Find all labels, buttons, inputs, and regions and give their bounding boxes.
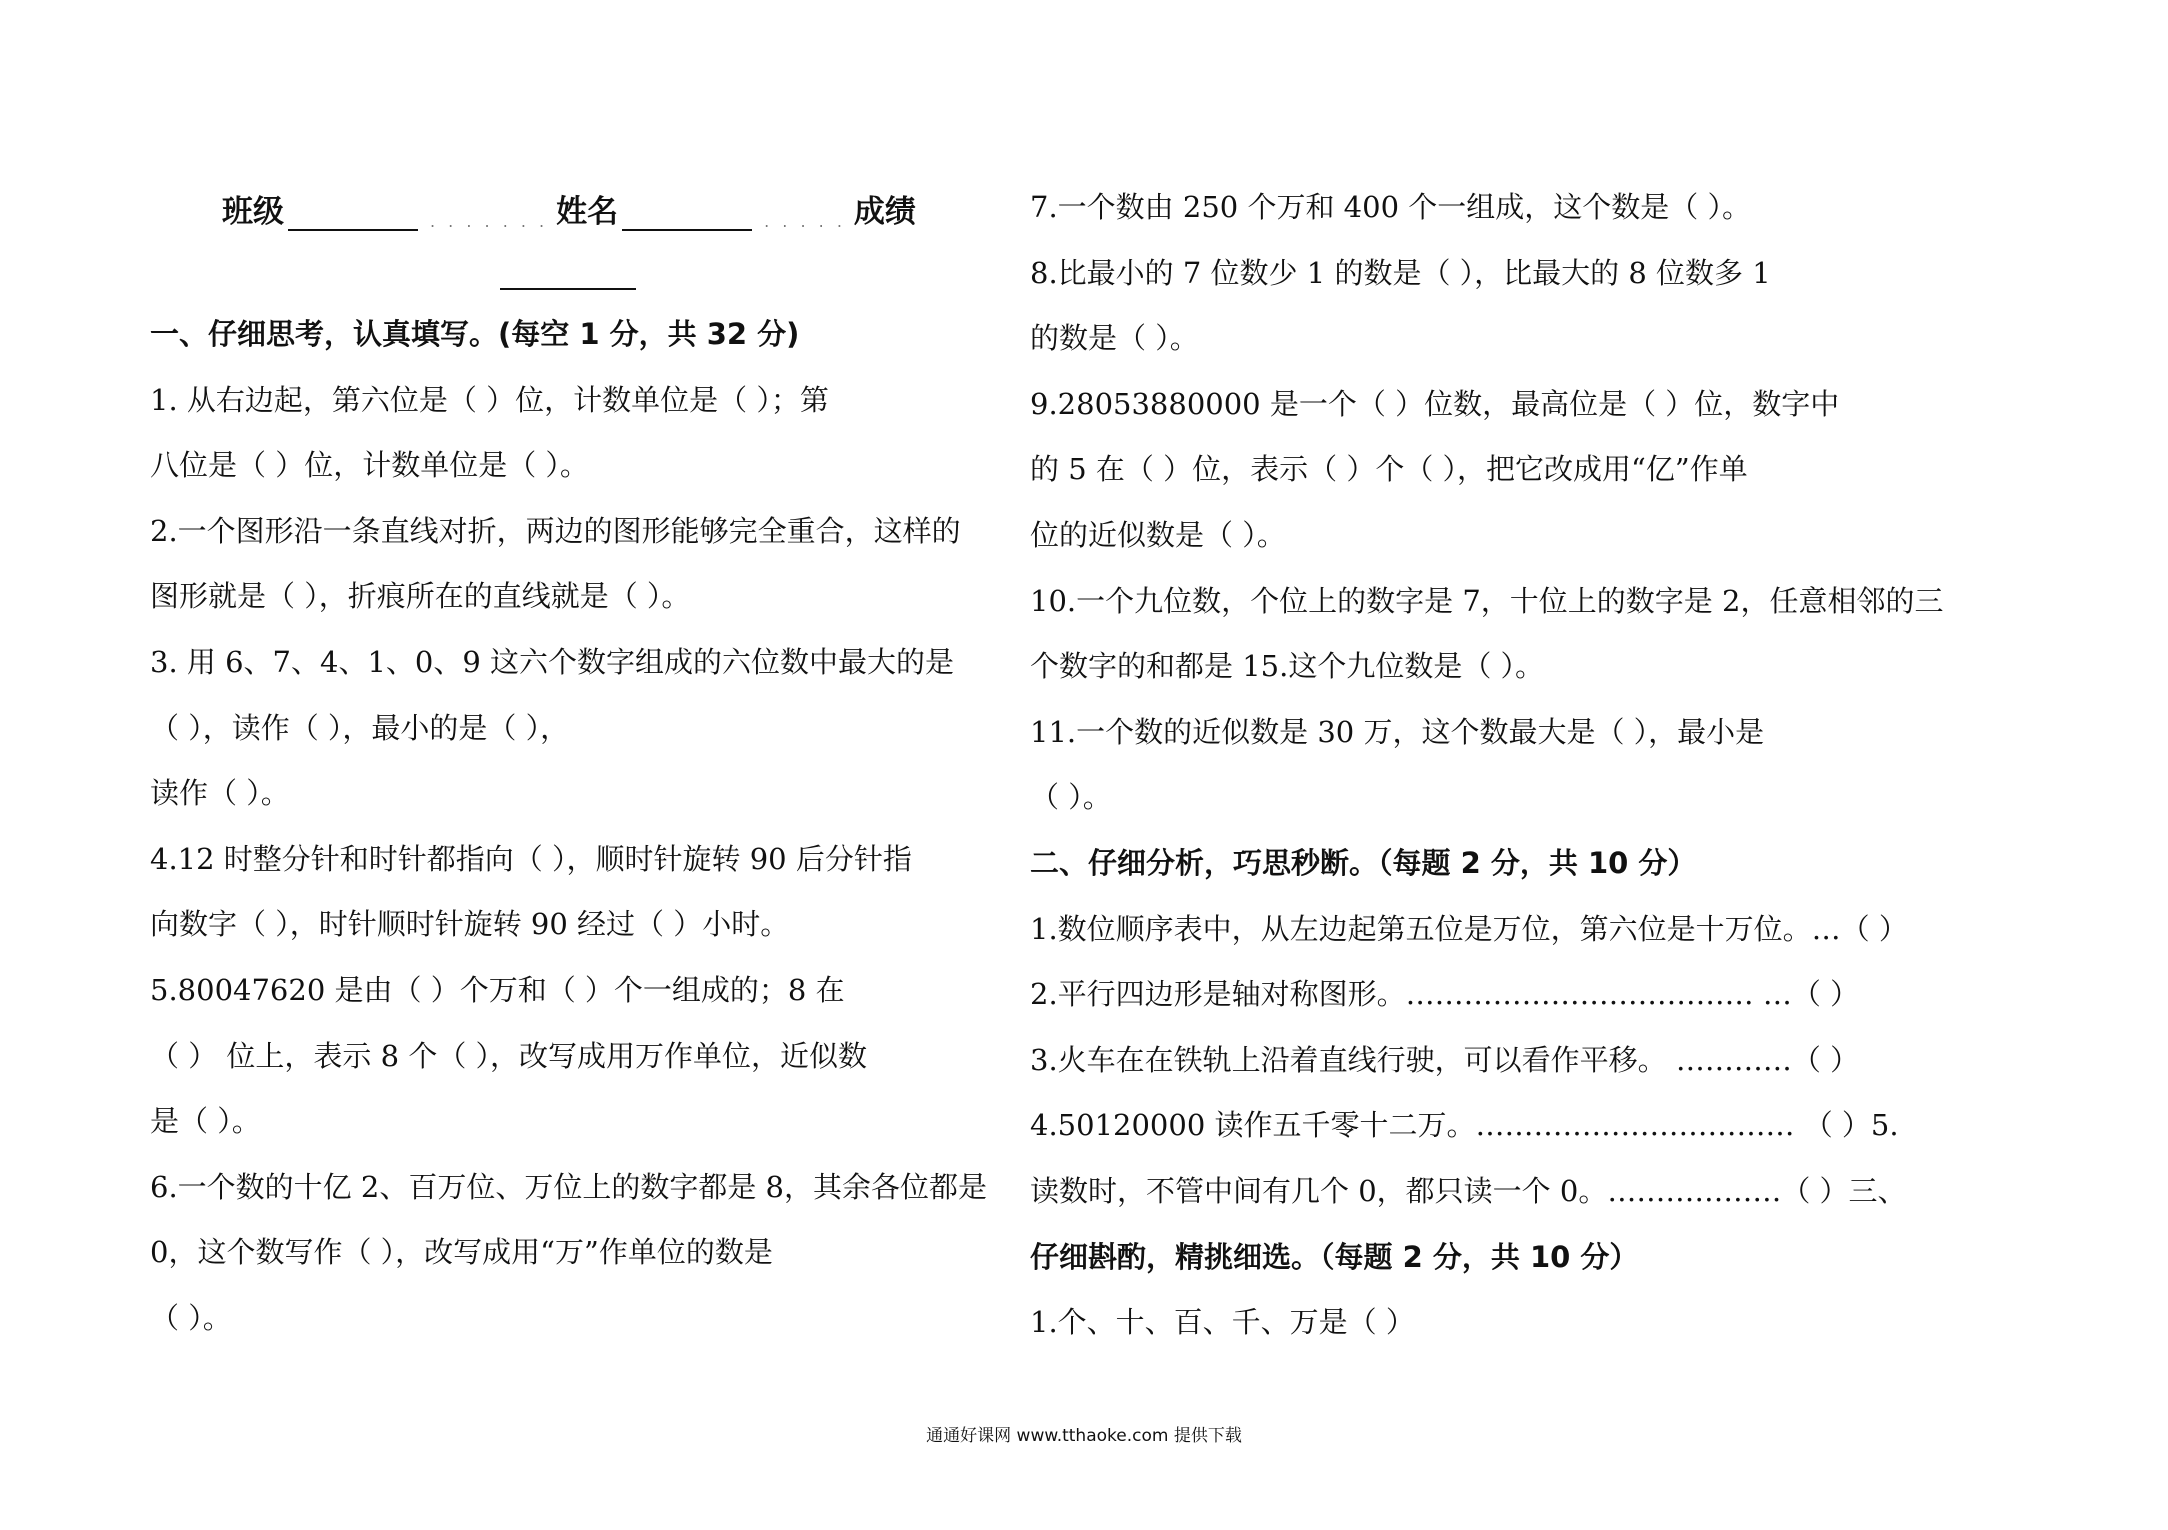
class-label: 班级 xyxy=(222,194,284,230)
question-line: 4.12 时整分针和时针都指向（ ），顺时针旋转 90 后分针指 xyxy=(150,841,912,876)
dotted-separator: . . . . . . . xyxy=(430,212,549,231)
question-line: 八位是（ ）位，计数单位是（ ）。 xyxy=(150,448,589,483)
question-line: 的数是（ ）。 xyxy=(1030,321,1199,356)
question-line: 个数字的和都是 15.这个九位数是（ ）。 xyxy=(1030,649,1545,684)
exam-header xyxy=(222,186,916,231)
score-label: 成绩 xyxy=(853,194,916,230)
question-line: 1.数位顺序表中，从左边起第五位是万位，第六位是十万位。…（ ） xyxy=(1030,911,1908,946)
name-blank[interactable] xyxy=(622,197,752,231)
question-line: 2.平行四边形是轴对称图形。……………………………… …（ ） xyxy=(1030,977,1860,1012)
question-line: 向数字（ ），时针顺时针旋转 90 经过（ ）小时。 xyxy=(150,907,790,942)
question-line: （ ），读作（ ），最小的是（ ）， xyxy=(150,710,570,745)
question-line: 图形就是（ ），折痕所在的直线就是（ ）。 xyxy=(150,579,691,614)
section-heading: 仔细斟酌，精挑细选。（每题 2 分，共 10 分） xyxy=(1030,1239,1639,1274)
question-line: （ ）。 xyxy=(150,1301,232,1335)
footer-credit: 通通好课网 www.tthaoke.com 提供下载 xyxy=(926,1426,1242,1446)
question-line: 1. 从右边起，第六位是（ ）位，计数单位是（ ）；第 xyxy=(150,382,829,417)
name-label: 姓名 xyxy=(556,194,619,230)
question-line: 是（ ）。 xyxy=(150,1104,261,1139)
question-line: 4.50120000 读作五千零十二万。…………………………… （ ）5. xyxy=(1030,1108,1899,1143)
section-heading: 一、仔细思考，认真填写。(每空 1 分，共 32 分) xyxy=(150,317,800,351)
question-line: 2.一个图形沿一条直线对折，两边的图形能够完全重合，这样的 xyxy=(150,513,961,548)
question-line: 的 5 在（ ）位，表示（ ）个（ ），把它改成用“亿”作单 xyxy=(1030,452,1748,487)
question-line: 9.28053880000 是一个（ ）位数，最高位是（ ）位，数字中 xyxy=(1030,386,1840,421)
question-line: 1.个、十、百、千、万是（ ） xyxy=(1030,1305,1415,1340)
question-line: 位的近似数是（ ）。 xyxy=(1030,518,1286,552)
question-line: 7.一个数由 250 个万和 400 个一组成，这个数是（ ）。 xyxy=(1030,190,1751,224)
question-line: 读数时，不管中间有几个 0，都只读一个 0。………………（ ）三、 xyxy=(1030,1174,1907,1208)
question-line: 8.比最小的 7 位数少 1 的数是（ ），比最大的 8 位数多 1 xyxy=(1030,255,1771,290)
question-line: 6.一个数的十亿 2、百万位、万位上的数字都是 8，其余各位都是 xyxy=(150,1169,988,1204)
question-line: 11.一个数的近似数是 30 万，这个数最大是（ ），最小是 xyxy=(1030,714,1765,749)
dotted-separator: . . . . . xyxy=(764,212,846,231)
question-line: （ ）。 xyxy=(1030,780,1112,815)
question-line: 3. 用 6、7、4、1、0、9 这六个数字组成的六位数中最大的是 xyxy=(150,645,955,679)
class-blank[interactable] xyxy=(288,197,418,231)
section-heading: 二、仔细分析，巧思秒断。（每题 2 分，共 10 分） xyxy=(1030,846,1697,880)
question-line: 读作（ ）。 xyxy=(150,776,290,811)
score-blank[interactable] xyxy=(500,250,636,290)
question-line: 3.火车在在铁轨上沿着直线行驶，可以看作平移。 …………（ ） xyxy=(1030,1042,1860,1077)
question-line: （ ） 位上，表示 8 个（ ），改写成用万作单位，近似数 xyxy=(150,1038,868,1073)
question-line: 0，这个数写作（ ），改写成用“万”作单位的数是 xyxy=(150,1235,773,1270)
question-line: 5.80047620 是由（ ）个万和（ ）个一组成的；8 在 xyxy=(150,973,845,1007)
question-line: 10.一个九位数，个位上的数字是 7，十位上的数字是 2，任意相邻的三 xyxy=(1030,583,1944,618)
